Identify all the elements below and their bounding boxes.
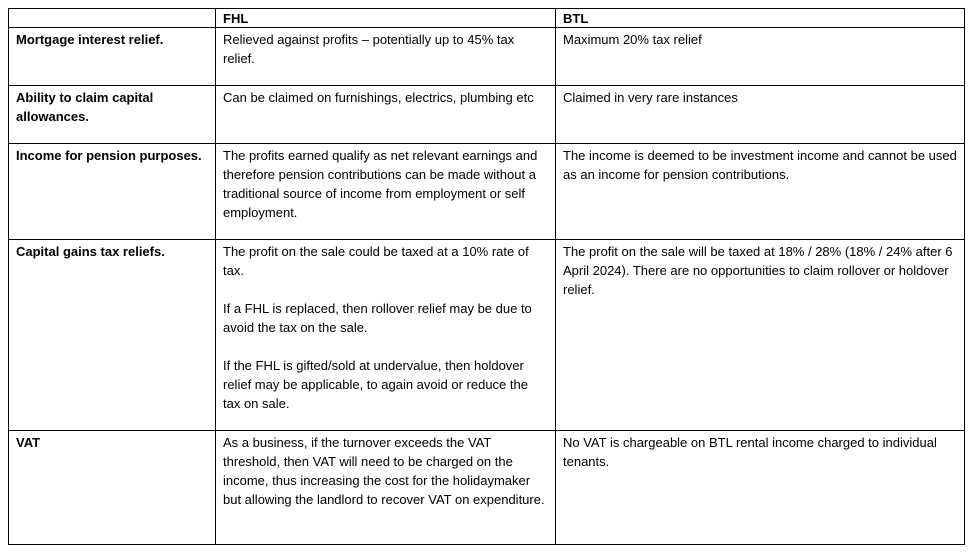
- table-row: [9, 28, 965, 86]
- fhl-text: The profit on the sale could be taxed at a 10% rate of tax.: [223, 244, 529, 278]
- btl-cell: [556, 86, 965, 144]
- fhl-text: As a business, if the turnover exceeds the VAT threshold, then VAT will need to be charged on the income, thus increasing the cost for the holidaymaker but allowing the landlord to recover VAT on expenditure.: [223, 435, 545, 507]
- header-cell-blank: [9, 9, 216, 28]
- comparison-table: [8, 8, 965, 545]
- btl-text: Maximum 20% tax relief: [563, 32, 702, 47]
- fhl-text: The profits earned qualify as net relevant earnings and therefore pension contributions can be made without a traditional source of income from employment or self employment.: [223, 148, 538, 220]
- row-label: Income for pension purposes.: [9, 144, 216, 240]
- fhl-cell: [216, 28, 556, 86]
- table-row: [9, 431, 965, 545]
- btl-text: Claimed in very rare instances: [563, 90, 738, 105]
- row-label: Mortgage interest relief.: [9, 28, 216, 86]
- btl-cell: [556, 431, 965, 545]
- btl-text: No VAT is chargeable on BTL rental income charged to individual tenants.: [563, 435, 937, 469]
- table-row: [9, 144, 965, 240]
- row-label: Capital gains tax reliefs.: [9, 240, 216, 431]
- fhl-cell: [216, 240, 556, 431]
- fhl-cell: [216, 431, 556, 545]
- table-row: [9, 86, 965, 144]
- fhl-cell: [216, 144, 556, 240]
- btl-cell: [556, 240, 965, 431]
- header-cell-btl: BTL: [556, 9, 965, 28]
- fhl-text: Can be claimed on furnishings, electrics, plumbing etc: [223, 90, 534, 105]
- fhl-text: If a FHL is replaced, then rollover relief may be due to avoid the tax on the sale.: [223, 301, 532, 335]
- btl-text: The income is deemed to be investment income and cannot be used as an income for pension contributions.: [563, 148, 957, 182]
- fhl-text: If the FHL is gifted/sold at undervalue, then holdover relief may be applicable, to again avoid or reduce the tax on sale.: [223, 358, 528, 411]
- btl-cell: [556, 144, 965, 240]
- row-label: Ability to claim capital allowances.: [9, 86, 216, 144]
- fhl-text: Relieved against profits – potentially up to 45% tax relief.: [223, 32, 515, 66]
- btl-cell: [556, 28, 965, 86]
- row-label: VAT: [9, 431, 216, 545]
- header-row: [9, 9, 965, 28]
- btl-text: The profit on the sale will be taxed at 18% / 28% (18% / 24% after 6 April 2024). There are no opportunities to claim rollover or holdover relief.: [563, 244, 953, 297]
- fhl-cell: [216, 86, 556, 144]
- header-cell-fhl: FHL: [216, 9, 556, 28]
- table-row: [9, 240, 965, 431]
